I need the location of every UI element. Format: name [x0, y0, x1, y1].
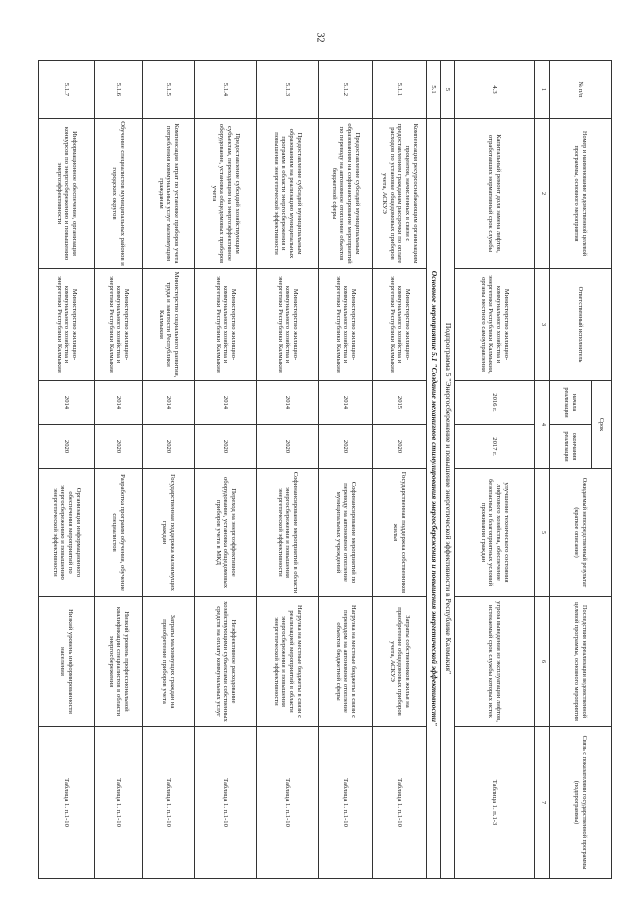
row-consequences: Низкий уровень информированности населения: [39, 597, 95, 727]
column-number: 5: [535, 469, 550, 597]
row-end: 2020: [95, 425, 143, 469]
row-executor: Министерство жилищно-коммунального хозяйства и энергетики Республики Калмыкия, органы местного самоуправления: [455, 269, 535, 381]
header-start: начала реализации: [550, 381, 592, 425]
row-link: Таблица 1. п.1-10: [373, 727, 427, 879]
row-end: 2020: [319, 425, 373, 469]
column-number: 3: [535, 269, 550, 381]
column-number: 6: [535, 597, 550, 727]
page-number: 32: [314, 32, 326, 43]
header-num: № п/п: [550, 61, 612, 119]
section-num: 5: [441, 61, 455, 119]
header-consequences: Последствия нереализации ведомственной целевой программы, основного мероприятия: [550, 597, 612, 727]
subsection-num: 5.1: [427, 61, 441, 119]
row-result: Государственная поддержка собственников жилья: [373, 469, 427, 597]
header-term: Срок: [592, 381, 612, 469]
row-executor: Министерство жилищно-коммунального хозяйства и энергетики Республики Калмыкия: [319, 269, 373, 381]
row-num: 4.3: [455, 61, 535, 119]
row-num: 5.1.6: [95, 61, 143, 119]
row-name: Компенсация ресурсоснабжающим организациям процентов, начисленных в связи с предоставлением гражданам рассрочки по оплате расходов по установке общедомовых приборов учета, АСКУЭ: [373, 119, 427, 269]
program-table: [38, 60, 612, 879]
row-start: 2016 г.: [455, 381, 535, 425]
row-link: Таблица 1. п.1-10: [319, 727, 373, 879]
row-consequences: угроза выведения из эксплуатации лифтов, истекаемый срок службы которых истек: [455, 597, 535, 727]
row-executor: Министерство социального развития, труда и занятости Республики Калмыкия: [143, 269, 195, 381]
row-consequences: Нагрузка на местные бюджеты в связи с переводом на автономное отопление объектов бюджетной сферы: [319, 597, 373, 727]
table-row: [143, 61, 195, 879]
row-name: Предоставление субсидий муниципальным образованиям на софинансирование мероприятий по переводу на автономное отопление объектов бюджетной сферы: [319, 119, 373, 269]
row-start: 2014: [95, 381, 143, 425]
section-row: [441, 61, 455, 879]
rotated-page: [51, 60, 612, 878]
row-start: 2015: [373, 381, 427, 425]
row-executor: Министерство жилищно-коммунального хозяйства и энергетики Республики Калмыкия: [195, 269, 257, 381]
row-result: Софинансирование мероприятий в области энергосбережения и повышения энергетической эффективности: [257, 469, 319, 597]
row-link: Таблица 1. п.1-10: [257, 727, 319, 879]
column-number: 1: [535, 61, 550, 119]
row-result: Организация информационного обеспечения мероприятий по энергосбережению и повышению энергетической эффективности: [39, 469, 95, 597]
row-start: 2014: [257, 381, 319, 425]
header-end: окончания реализации: [550, 425, 592, 469]
row-num: 5.1.4: [195, 61, 257, 119]
subsection-row: [427, 61, 441, 879]
row-executor: Министерство жилищно-коммунального хозяйства и энергетики Республики Калмыкия: [95, 269, 143, 381]
column-number: 4: [535, 381, 550, 469]
row-result: улучшение технического состояния лифтового хозяйства, обеспечение безопасных и благоприятных условий проживания граждан: [455, 469, 535, 597]
subsection-title: Основное мероприятие 5.1 "Создание механизмов стимулирования энергосбережения и повышения энергетической эффективности": [427, 119, 441, 879]
row-name: Капитальный ремонт доля замена лифтов, отработавших нормативный срок службы: [455, 119, 535, 269]
row-result: Государственная поддержка малоимущих граждан: [143, 469, 195, 597]
header-result: Ожидаемый непосредственный результат (краткое описание): [550, 469, 612, 597]
row-name: Компенсация затрат по установке приборов учета потребления коммунальных услуг малоимущим гражданам: [143, 119, 195, 269]
landscape-table-container: [51, 60, 612, 878]
row-consequences: Низкий уровень профессиональной квалификации специалистов в области энергосбережения: [95, 597, 143, 727]
row-link: Таблица 1. п.1-10: [95, 727, 143, 879]
row-link: Таблица 1. п.1-10: [195, 727, 257, 879]
table-row: [195, 61, 257, 879]
row-end: 2020: [39, 425, 95, 469]
row-consequences: Неэффективное расходование хозяйствующими субъектами собственных средств на оплату коммунальных услуг: [195, 597, 257, 727]
row-start: 2014: [39, 381, 95, 425]
header-name: Номер и наименование ведомственной целевой программы, основного мероприятия: [550, 119, 612, 269]
row-name: Предоставление субсидий муниципальным образованиям на реализацию муниципальных программ в области энергосбережения и повышения энергетической эффективности: [257, 119, 319, 269]
row-end: 2017 г.: [455, 425, 535, 469]
row-num: 5.1.3: [257, 61, 319, 119]
row-result: Софинансирование мероприятий по переводу на автономное отопление муниципальных учреждений: [319, 469, 373, 597]
row-consequences: Затраты малоимущих граждан на приобретение приборов учета: [143, 597, 195, 727]
row-num: 5.1.1: [373, 61, 427, 119]
row-name: Предоставление субсидий хозяйствующим субъектам, переходящим на энергоэффективное оборудование, установка общедомовых приборов учета: [195, 119, 257, 269]
column-numbers-row: [535, 61, 550, 879]
row-start: 2014: [195, 381, 257, 425]
row-consequences: Нагрузка на местные бюджеты в связи с реализацией мероприятий в области энергосбережения и повышения энергетической эффективности: [257, 597, 319, 727]
row-end: 2020: [257, 425, 319, 469]
row-name: Обучение специалистов муниципальных районов и городских округов: [95, 119, 143, 269]
section-title: Подпрограмма 5 "Энергосбережение и повышение энергетической эффективности в Республике Калмыкия": [441, 119, 455, 879]
row-executor: Министерство жилищно-коммунального хозяйства и энергетики Республики Калмыкия: [257, 269, 319, 381]
column-number: 7: [535, 727, 550, 879]
table-row: [319, 61, 373, 879]
row-num: 5.1.5: [143, 61, 195, 119]
row-num: 5.1.7: [39, 61, 95, 119]
table-row: [39, 61, 95, 879]
row-num: 5.1.2: [319, 61, 373, 119]
row-executor: Министерство жилищно-коммунального хозяйства и энергетики Республики Калмыкия: [373, 269, 427, 381]
row-start: 2014: [319, 381, 373, 425]
row-executor: Министерство жилищно-коммунального хозяйства и энергетики Республики Калмыкия: [39, 269, 95, 381]
row-result: Разработка программ обучения, обучение специалистов: [95, 469, 143, 597]
row-name: Информационное обеспечение, организация конкурсов по энергосбережению и повышению энергоэффективности: [39, 119, 95, 269]
row-link: Таблица 1. п.1-3: [455, 727, 535, 879]
row-consequences: Затраты собственников жилья на приобретение общедомовых приборов учета, АСКУЭ: [373, 597, 427, 727]
row-end: 2020: [195, 425, 257, 469]
column-number: 2: [535, 119, 550, 269]
row-end: 2020: [143, 425, 195, 469]
table-row: [455, 61, 535, 879]
table-row: [95, 61, 143, 879]
row-end: 2020: [373, 425, 427, 469]
row-result: Переход на энергоэффективное оборудование, установка общедомовых приборов учета в МКД: [195, 469, 257, 597]
row-link: Таблица 1. п.1-10: [39, 727, 95, 879]
table-row: [373, 61, 427, 879]
row-link: Таблица 1. п.1-10: [143, 727, 195, 879]
table-row: [257, 61, 319, 879]
row-start: 2014: [143, 381, 195, 425]
header-executor: Ответственный исполнитель: [550, 269, 612, 381]
header-link: Связь с показателями государственной программы (подпрограммы): [550, 727, 612, 879]
